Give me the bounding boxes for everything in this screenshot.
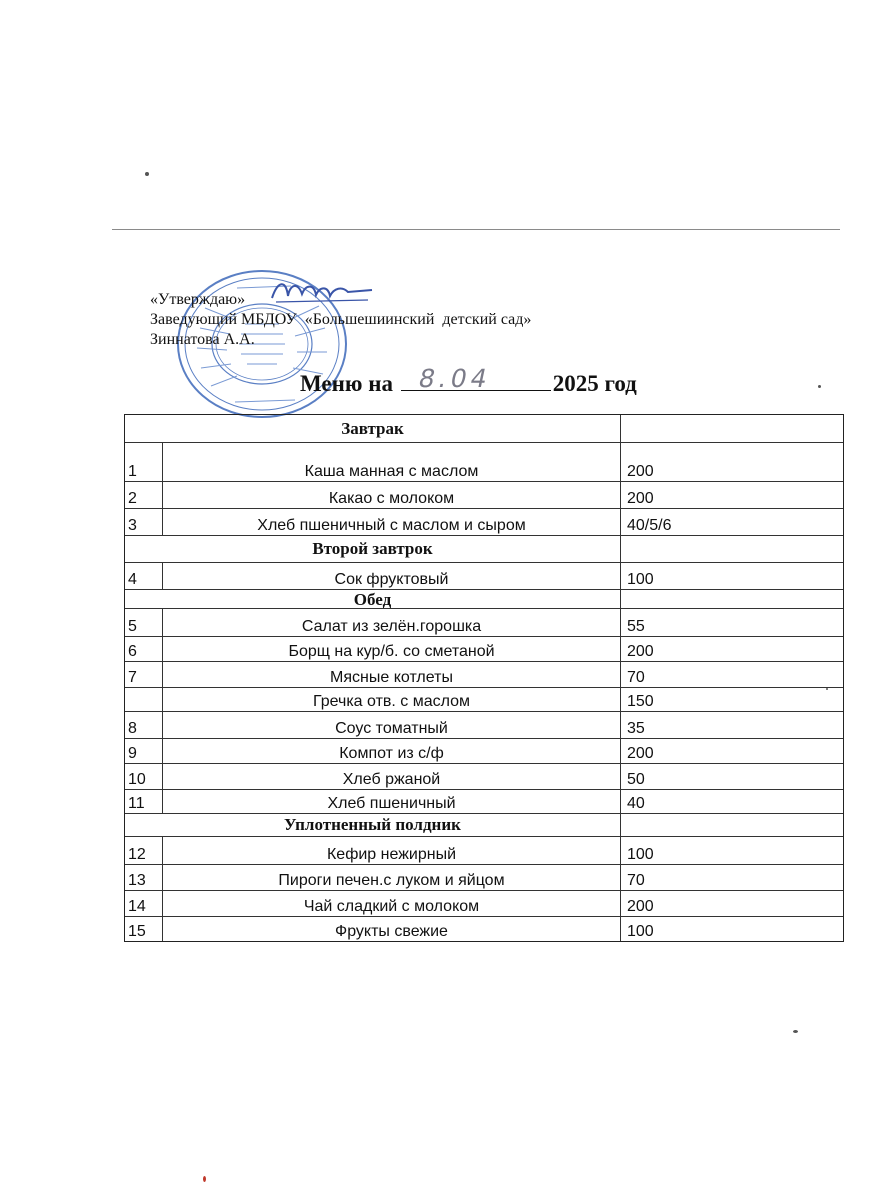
item-number: 2 [125,482,163,508]
amount-cell [621,814,843,836]
scan-speck [203,1176,206,1182]
approval-position: Заведующий МБДОУ «Большешиинский детский сад» [150,311,532,328]
menu-item-row [125,662,843,688]
serving-amount: 200 [627,898,654,915]
section-label: Завтрак [125,415,621,442]
menu-item-row [125,688,843,712]
section-label: Обед [125,590,621,610]
menu-item-row [125,837,843,865]
title-prefix: Меню на [300,371,393,396]
menu-item-row [125,917,843,941]
menu-item-row [125,712,843,739]
menu-item-row [125,637,843,662]
menu-item-row [125,443,843,482]
item-number: 15 [125,917,163,941]
serving-amount: 50 [627,771,645,788]
serving-amount: 100 [627,571,654,588]
menu-item-row [125,609,843,637]
amount-cell [621,590,843,610]
dish-name: Кефир нежирный [163,837,621,864]
dish-name: Борщ на кур/б. со сметаной [163,637,621,661]
dish-name: Компот из с/ф [163,739,621,763]
serving-amount: 150 [627,693,654,710]
serving-amount: 200 [627,745,654,762]
section-label: Уплотненный полдник [125,814,621,836]
item-number: 12 [125,837,163,864]
date-blank [401,364,551,393]
dish-name: Салат из зелён.горошка [163,609,621,636]
dish-name: Какао с молоком [163,482,621,508]
dish-name: Чай сладкий с молоком [163,891,621,916]
section-label: Второй завтрок [125,536,621,562]
serving-amount: 40/5/6 [627,517,672,534]
menu-item-row [125,865,843,891]
serving-amount: 70 [627,872,645,889]
menu-item-row [125,764,843,790]
approval-heading: «Утверждаю» [150,291,246,308]
scan-speck [818,385,821,388]
scan-speck [145,172,149,176]
dish-name: Хлеб пшеничный [163,790,621,813]
item-number: 14 [125,891,163,916]
item-number: 5 [125,609,163,636]
item-number: 11 [125,790,163,813]
section-row [125,536,843,563]
scan-speck [793,1030,798,1033]
title-suffix: 2025 год [552,371,637,396]
menu-item-row [125,482,843,509]
serving-amount: 100 [627,846,654,863]
menu-title [300,364,637,397]
item-number: 6 [125,637,163,661]
menu-item-row [125,563,843,590]
item-number: 8 [125,712,163,738]
item-number: 13 [125,865,163,890]
serving-amount: 200 [627,463,654,480]
menu-item-row [125,739,843,764]
serving-amount: 100 [627,923,654,940]
menu-item-row [125,891,843,917]
approval-block [150,290,531,350]
item-number: 9 [125,739,163,763]
dish-name: Сок фруктовый [163,563,621,589]
item-number: 7 [125,662,163,687]
dish-name: Мясные котлеты [163,662,621,687]
dish-name: Фрукты свежие [163,917,621,941]
item-number: 10 [125,764,163,789]
dish-name: Пироги печен.с луком и яйцом [163,865,621,890]
serving-amount: 40 [627,795,645,812]
handwritten-date: 8.04 [415,364,494,393]
section-row [125,814,843,837]
item-number: 4 [125,563,163,589]
serving-amount: 200 [627,490,654,507]
menu-item-row [125,509,843,536]
header-divider-line [112,229,840,230]
dish-name: Хлеб пшеничный с маслом и сыром [163,509,621,535]
section-row [125,415,843,443]
menu-table [124,414,844,942]
dish-name: Хлеб ржаной [163,764,621,789]
serving-amount: 200 [627,643,654,660]
amount-cell [621,415,843,442]
section-row [125,590,843,609]
serving-amount: 70 [627,669,645,686]
serving-amount: 35 [627,720,645,737]
serving-amount: 55 [627,618,645,635]
item-number [125,688,163,711]
item-number: 1 [125,443,163,481]
dish-name: Гречка отв. с маслом [163,688,621,711]
amount-cell [621,536,843,562]
menu-item-row [125,790,843,814]
dish-name: Каша манная с маслом [163,443,621,481]
item-number: 3 [125,509,163,535]
dish-name: Соус томатный [163,712,621,738]
approval-name: Зиннатова А.А. [150,331,255,348]
